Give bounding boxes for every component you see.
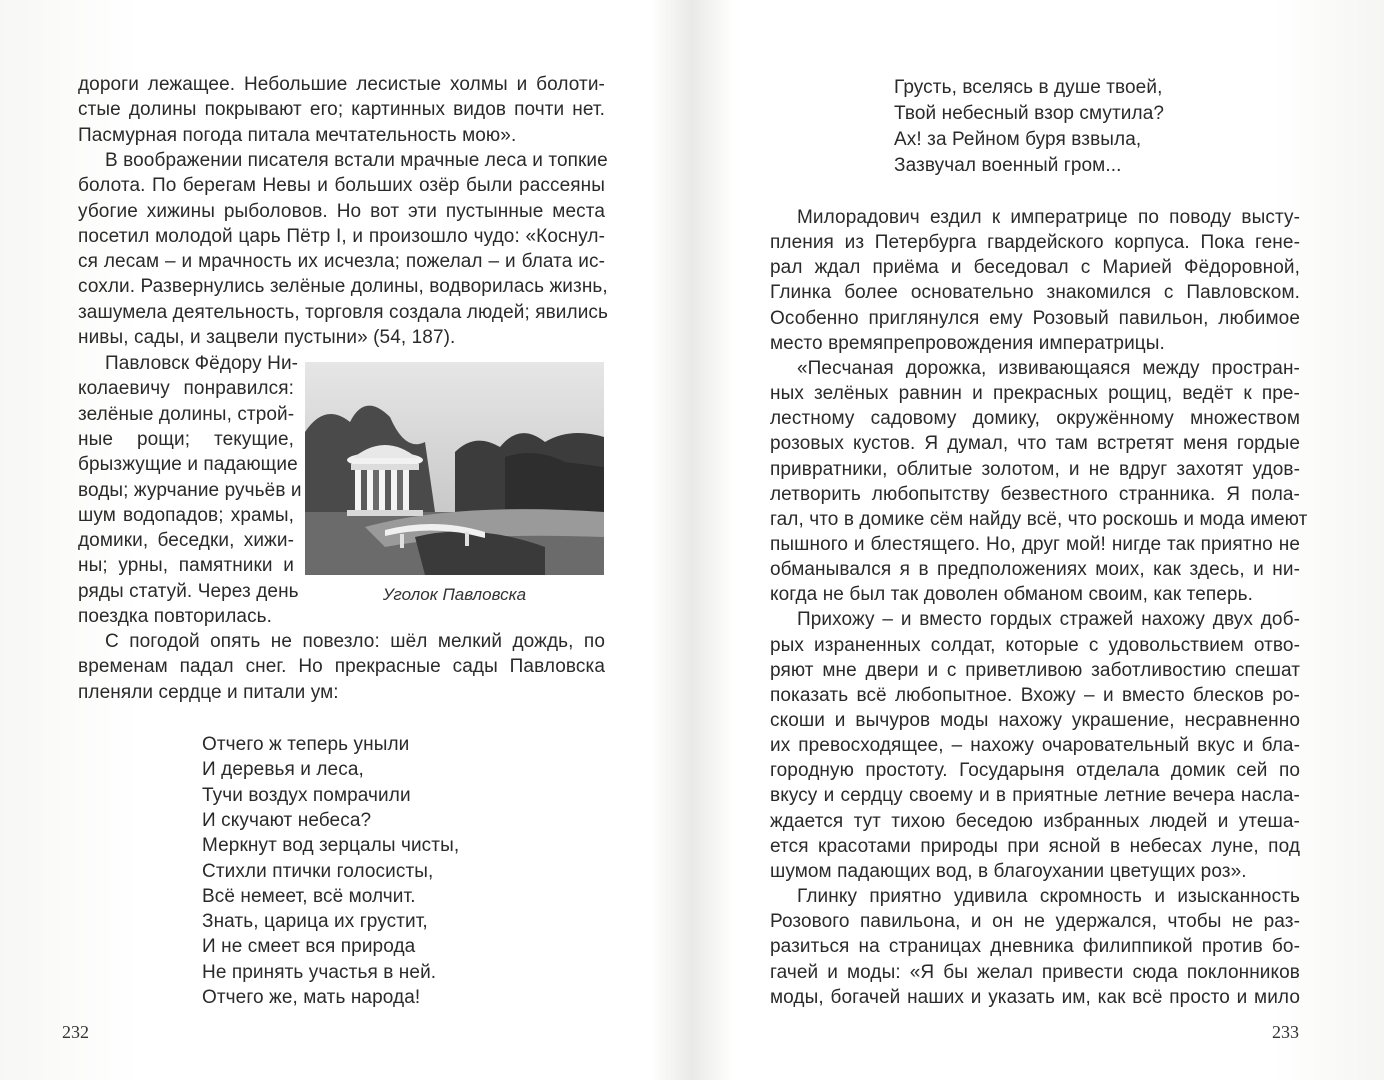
text-line: гал, что в домике сём найду всё, что роскошь и мода имеют xyxy=(770,508,1308,530)
text-line: зелёные долины, строй- xyxy=(78,403,295,425)
text-line: ся лесам – и мрачность их исчезла; пожелал – и блата ис- xyxy=(78,251,605,273)
text-line: шум водопадов; храмы, xyxy=(78,504,294,526)
text-line: временам падал снег. Но прекрасные сады Павловска xyxy=(78,656,605,678)
text-line: вкусу и сердцу своему и в приятные летние вечера наслa- xyxy=(770,785,1300,807)
text-line: Павловск Фёдору Ни- xyxy=(105,353,299,374)
poem-line: Грусть, вселясь в душе твоей, xyxy=(894,77,1163,98)
text-line: Глинка более основательно знакомился с Павловском. xyxy=(770,282,1300,304)
right-page xyxy=(692,0,1384,1080)
text-line: Прихожу – и вместо гордых стражей нахожу двух доб- xyxy=(797,609,1300,631)
text-line: «Песчаная дорожка, извивающаяся между простран- xyxy=(797,357,1300,379)
text-line: болота. По берегам Невы и больших озёр были рассеяны xyxy=(78,175,605,197)
text-line: стые долины покрывают его; картинных видов почти нет. xyxy=(78,99,605,121)
text-line: розовых кустов. Я думал, что там встретят меня гордые xyxy=(770,433,1300,455)
poem-line: Твой небесный взор смутила? xyxy=(894,103,1165,124)
poem-line: Меркнут вод зерцалы чисты, xyxy=(202,835,460,857)
text-line: ны; урны, памятники и xyxy=(78,555,294,577)
text-line: дороги лежащее. Небольшие лесистые холмы и болоти- xyxy=(78,74,605,95)
poem-line: И не смеет вся природа xyxy=(202,936,416,958)
text-line: посетил молодой царь Пётр I, и произошло чудо: «Коснул- xyxy=(78,225,605,247)
text-line: разиться на страницах дневника филиппикой против бо- xyxy=(770,936,1300,958)
text-line: летворить любопытству безвестного странника. Я пола- xyxy=(770,483,1300,505)
text-line: Милорадович ездил к императрице по поводу высту- xyxy=(797,207,1300,228)
text-line: Особенно приглянулся ему Розовый павильон, любимое xyxy=(770,307,1300,329)
photo-caption: Уголок Павловска xyxy=(382,585,527,604)
text-line: Глинку приятно удивила скромность и изысканность xyxy=(797,886,1300,908)
text-line: сохли. Развернулись зелёные долины, водворилась жизнь, xyxy=(78,276,608,298)
text-line: колаевичу понравился: xyxy=(78,378,294,400)
text-line: место времяпрепровождения императрицы. xyxy=(770,332,1165,354)
text-line: рал ждал приёма и беседовал с Марией Фёдоровной, xyxy=(770,257,1300,279)
text-line: ных зелёных равнин и прекрасных рощиц, ведёт к пре- xyxy=(770,383,1300,405)
poem-line: Знать, царица их грустит, xyxy=(202,911,428,933)
text-line: ряют мне двери и с приветливою заботливостию спешат xyxy=(770,659,1300,681)
pavlovsk-photo-image xyxy=(305,362,604,575)
text-line: скоши и вычуров моды нахожу украшение, несравненно xyxy=(770,710,1300,731)
text-line: ные рощи; текущие, xyxy=(78,428,294,450)
poem-line: Стихли птички голосисты, xyxy=(202,860,434,882)
text-line: рых израненных солдат, которые с удовольствием отво- xyxy=(770,634,1300,656)
page-number-right: 233 xyxy=(1272,1022,1299,1042)
text-line: ряды статуй. Через день xyxy=(78,580,299,602)
text-line: когда не был так доволен обманом своим, как теперь. xyxy=(770,584,1253,606)
text-line: зашумела деятельность, торговля создала людей; явились xyxy=(78,301,609,323)
poem-line: Не принять участья в ней. xyxy=(202,961,437,983)
text-line: городную простоту. Государыня отделала домик сей по xyxy=(770,760,1300,782)
text-line: ждается тут тихою беседою избранных людей и утеша- xyxy=(770,810,1300,832)
poem-line: Отчего ж теперь уныли xyxy=(202,734,410,755)
poem-line: Ах! за Рейном буря взвыла, xyxy=(894,129,1142,150)
text-line: привратники, облитые золотом, и не вдруг захотят удов- xyxy=(770,458,1300,480)
poem-line: Отчего же, мать народа! xyxy=(202,987,421,1008)
text-line: лестному садовому домику, окружённому множеством xyxy=(770,408,1300,430)
text-line: воды; журчание ручьёв и xyxy=(78,479,302,501)
text-line: гачей и моды: «Я бы желал привести сюда поклонников xyxy=(770,961,1300,983)
text-line: пления из Петербурга гвардейского корпуса. Пока гене- xyxy=(770,232,1300,254)
text-line: С погодой опять не повезло: шёл мелкий дождь, по xyxy=(105,631,605,652)
text-line: поездка повторилась. xyxy=(78,606,273,627)
poem-line: Тучи воздух помрачили xyxy=(202,784,411,806)
text-line: пышного и блестящего. Но, друг мой! нигде так приятно не xyxy=(770,533,1300,555)
text-line: брызжущие и падающие xyxy=(78,454,298,476)
poem-line: И деревья и леса, xyxy=(202,759,364,781)
poem-line: Зазвучал военный гром... xyxy=(894,155,1122,176)
text-line: В воображении писателя встали мрачные леса и топкие xyxy=(105,149,608,171)
poem-line: И скучают небеса? xyxy=(202,809,372,831)
text-line: обманывался я в предположениях моих, как здесь, и ни- xyxy=(770,559,1300,581)
text-line: показать всё любопытное. Вхожу – и вместо блесков ро- xyxy=(770,684,1300,706)
text-line: моды, богачей наших и указать им, как всё просто и мило xyxy=(770,986,1300,1008)
text-line: пленяли сердце и питали ум: xyxy=(78,681,339,703)
text-line: шумом падающих вод, в благоухании цветущих роз». xyxy=(770,860,1247,882)
text-line: Пасмурная погода питала мечтательность мою». xyxy=(78,124,517,146)
text-line: убогие хижины рыболовов. Но вот эти пустынные места xyxy=(78,200,605,222)
page-number-left: 232 xyxy=(62,1022,89,1042)
pavilion-photo xyxy=(305,362,604,575)
text-line: ется красотами природы при ясной в небесах луне, под xyxy=(770,835,1300,857)
text-line: домики, беседки, хижи- xyxy=(78,530,294,552)
poem-line: Всё немеет, всё молчит. xyxy=(202,885,416,907)
text-line: нивы, сады, и зацвели пустыни» (54, 187). xyxy=(78,327,456,348)
text-line: их превосходящее, – нахожу очаровательный вкус и бла- xyxy=(770,735,1300,757)
text-line: Розового павильона, и он не удержался, чтобы не раз- xyxy=(770,911,1300,933)
